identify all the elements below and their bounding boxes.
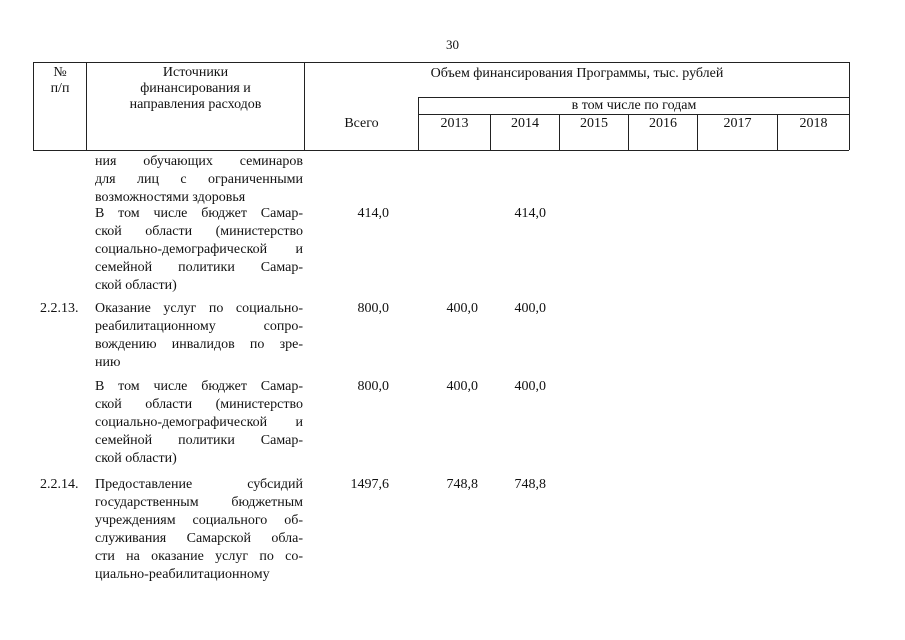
description-line: учреждениям социального об- (95, 513, 303, 528)
description-line: служивания Самарской обла- (95, 531, 303, 546)
row-2013: 748,8 (446, 477, 478, 492)
description-line: сти на оказание услуг по со- (95, 549, 303, 564)
row-2014: 400,0 (514, 301, 546, 316)
row-code: 2.2.14. (40, 477, 79, 492)
description-line: ской области (министерство (95, 397, 303, 412)
header-bottom-border (33, 150, 849, 151)
description-line: В том числе бюджет Самар- (95, 379, 303, 394)
header-year-2014: 2014 (511, 116, 539, 131)
header-year-2017: 2017 (723, 116, 752, 131)
header-top-border (33, 62, 849, 63)
row-2014: 400,0 (514, 379, 546, 394)
row-2014: 748,8 (514, 477, 546, 492)
description-line: социально-демографической и (95, 242, 303, 257)
header-col-source: Источники финансирования и направления расходов (129, 65, 262, 112)
row-description (95, 300, 303, 372)
years-row-divider (418, 114, 849, 115)
description-line: Предоставление субсидий (95, 477, 303, 492)
header-col-total: Всего (344, 116, 379, 131)
row-code: 2.2.13. (40, 301, 79, 316)
page-number: 30 (446, 37, 459, 52)
description-line: циально-реабилитационному (95, 567, 270, 582)
description-line: для лиц с ограниченными (95, 172, 303, 187)
header-year-2018: 2018 (799, 116, 828, 131)
description-line: В том числе бюджет Самар- (95, 206, 303, 221)
header-col-volume: Объем финансирования Программы, тыс. рублей (430, 66, 724, 81)
row-2013: 400,0 (446, 301, 478, 316)
description-line: государственным бюджетным (95, 495, 303, 510)
header-year-2015: 2015 (580, 116, 608, 131)
description-line: ской области (министерство (95, 224, 303, 239)
row-total: 800,0 (357, 379, 389, 394)
header-right-border (849, 62, 850, 150)
description-line: возможностями здоровья (95, 190, 246, 205)
row-total: 800,0 (357, 301, 389, 316)
description-line: реабилитационному сопро- (95, 319, 303, 334)
row-2013: 400,0 (446, 379, 478, 394)
description-line: ской области) (95, 278, 177, 293)
description-line: вождению инвалидов по зре- (95, 337, 303, 352)
description-line: ской области) (95, 451, 177, 466)
header-year-2016: 2016 (649, 116, 677, 131)
description-line: Оказание услуг по социально- (95, 301, 303, 316)
row-description (95, 153, 303, 207)
row-description (95, 378, 303, 468)
row-total: 1497,6 (350, 477, 389, 492)
row-description (95, 476, 303, 584)
description-line: семейной политики Самар- (95, 260, 303, 275)
row-total: 414,0 (357, 206, 389, 221)
header-col-number: № п/п (50, 65, 70, 96)
description-line: нию (95, 355, 121, 370)
header-col-by-years: в том числе по годам (571, 98, 697, 113)
description-line: ния обучающих семинаров (95, 154, 303, 169)
header-year-2013: 2013 (440, 116, 469, 131)
row-2014: 414,0 (514, 206, 546, 221)
description-line: семейной политики Самар- (95, 433, 303, 448)
description-line: социально-демографической и (95, 415, 303, 430)
row-description (95, 205, 303, 295)
